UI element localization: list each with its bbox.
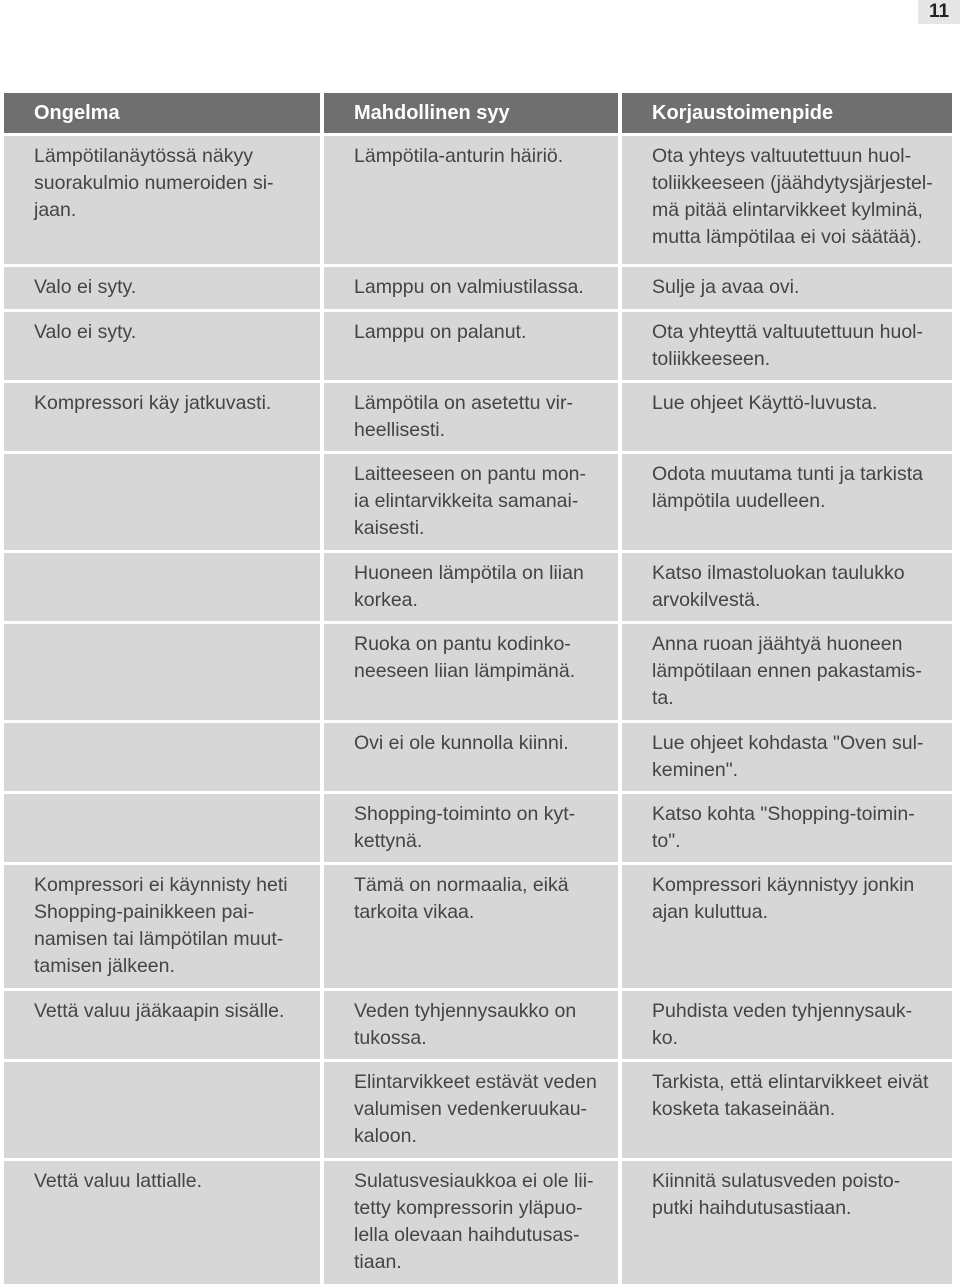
cause-cell: Ovi ei ole kunnolla kiinni. — [320, 723, 618, 791]
problem-cell — [4, 624, 320, 720]
header-problem: Ongelma — [4, 93, 320, 133]
table-row — [4, 136, 952, 264]
table-row — [4, 267, 952, 309]
problem-cell — [4, 1062, 320, 1158]
solution-cell: Katso ilmastoluokan taulukko arvokilvestä. — [618, 553, 952, 621]
table-row — [4, 312, 952, 380]
page-number: 11 — [918, 0, 960, 24]
problem-cell: Kompressori käy jatkuvasti. — [4, 383, 320, 451]
problem-cell: Vettä valuu jääkaapin sisälle. — [4, 991, 320, 1059]
table-body — [4, 136, 952, 1284]
table-row — [4, 865, 952, 988]
solution-cell: Kiinnitä sulatusveden poisto- putki haihdutusastiaan. — [618, 1161, 952, 1284]
table-row — [4, 1161, 952, 1284]
cause-cell: Ruoka on pantu kodinko- neeseen liian lämpimänä. — [320, 624, 618, 720]
cause-cell: Lämpötila on asetettu vir- heellisesti. — [320, 383, 618, 451]
solution-cell: Katso kohta "Shopping-toimin- to". — [618, 794, 952, 862]
cause-cell: Lamppu on palanut. — [320, 312, 618, 380]
table-row — [4, 454, 952, 550]
header-possible-cause: Mahdollinen syy — [320, 93, 618, 133]
solution-cell: Lue ohjeet kohdasta "Oven sul- keminen". — [618, 723, 952, 791]
cause-cell: Laitteeseen on pantu mon- ia elintarvikkeita samanai- kaisesti. — [320, 454, 618, 550]
table-row — [4, 383, 952, 451]
table-row — [4, 553, 952, 621]
problem-cell — [4, 723, 320, 791]
problem-cell — [4, 553, 320, 621]
problem-cell: Vettä valuu lattialle. — [4, 1161, 320, 1284]
solution-cell: Anna ruoan jäähtyä huoneen lämpötilaan ennen pakastamis- ta. — [618, 624, 952, 720]
cause-cell: Shopping-toiminto on kyt- kettynä. — [320, 794, 618, 862]
solution-cell: Puhdista veden tyhjennysauk- ko. — [618, 991, 952, 1059]
problem-cell — [4, 794, 320, 862]
table-header-row — [4, 93, 952, 133]
solution-cell: Ota yhteyttä valtuutettuun huol- toliikkeeseen. — [618, 312, 952, 380]
cause-cell: Veden tyhjennysaukko on tukossa. — [320, 991, 618, 1059]
table-row — [4, 723, 952, 791]
table-row — [4, 794, 952, 862]
header-solution: Korjaustoimenpide — [618, 93, 952, 133]
solution-cell: Odota muutama tunti ja tarkista lämpötila uudelleen. — [618, 454, 952, 550]
table-row — [4, 1062, 952, 1158]
cause-cell: Huoneen lämpötila on liian korkea. — [320, 553, 618, 621]
solution-cell: Kompressori käynnistyy jonkin ajan kuluttua. — [618, 865, 952, 988]
problem-cell: Valo ei syty. — [4, 267, 320, 309]
table-row — [4, 624, 952, 720]
cause-cell: Elintarvikkeet estävät veden valumisen vedenkeruukau- kaloon. — [320, 1062, 618, 1158]
cause-cell: Lämpötila-anturin häiriö. — [320, 136, 618, 264]
solution-cell: Ota yhteys valtuutettuun huol- toliikkeeseen (jäähdytysjärjestel- mä pitää elintarvikkeet kylminä, mutta lämpötilaa ei voi säätää). — [618, 136, 952, 264]
problem-cell: Lämpötilanäytössä näkyy suorakulmio numeroiden si- jaan. — [4, 136, 320, 264]
solution-cell: Tarkista, että elintarvikkeet eivät kosketa takaseinään. — [618, 1062, 952, 1158]
solution-cell: Lue ohjeet Käyttö-luvusta. — [618, 383, 952, 451]
problem-cell: Valo ei syty. — [4, 312, 320, 380]
table-row — [4, 991, 952, 1059]
troubleshooting-table — [4, 90, 952, 1287]
problem-cell — [4, 454, 320, 550]
solution-cell: Sulje ja avaa ovi. — [618, 267, 952, 309]
problem-cell: Kompressori ei käynnisty heti Shopping-painikkeen pai- namisen tai lämpötilan muut- tamisen jälkeen. — [4, 865, 320, 988]
cause-cell: Tämä on normaalia, eikä tarkoita vikaa. — [320, 865, 618, 988]
cause-cell: Lamppu on valmiustilassa. — [320, 267, 618, 309]
cause-cell: Sulatusvesiaukkoa ei ole lii- tetty kompressorin yläpuo- lella olevaan haihdutusas- tiaan. — [320, 1161, 618, 1284]
